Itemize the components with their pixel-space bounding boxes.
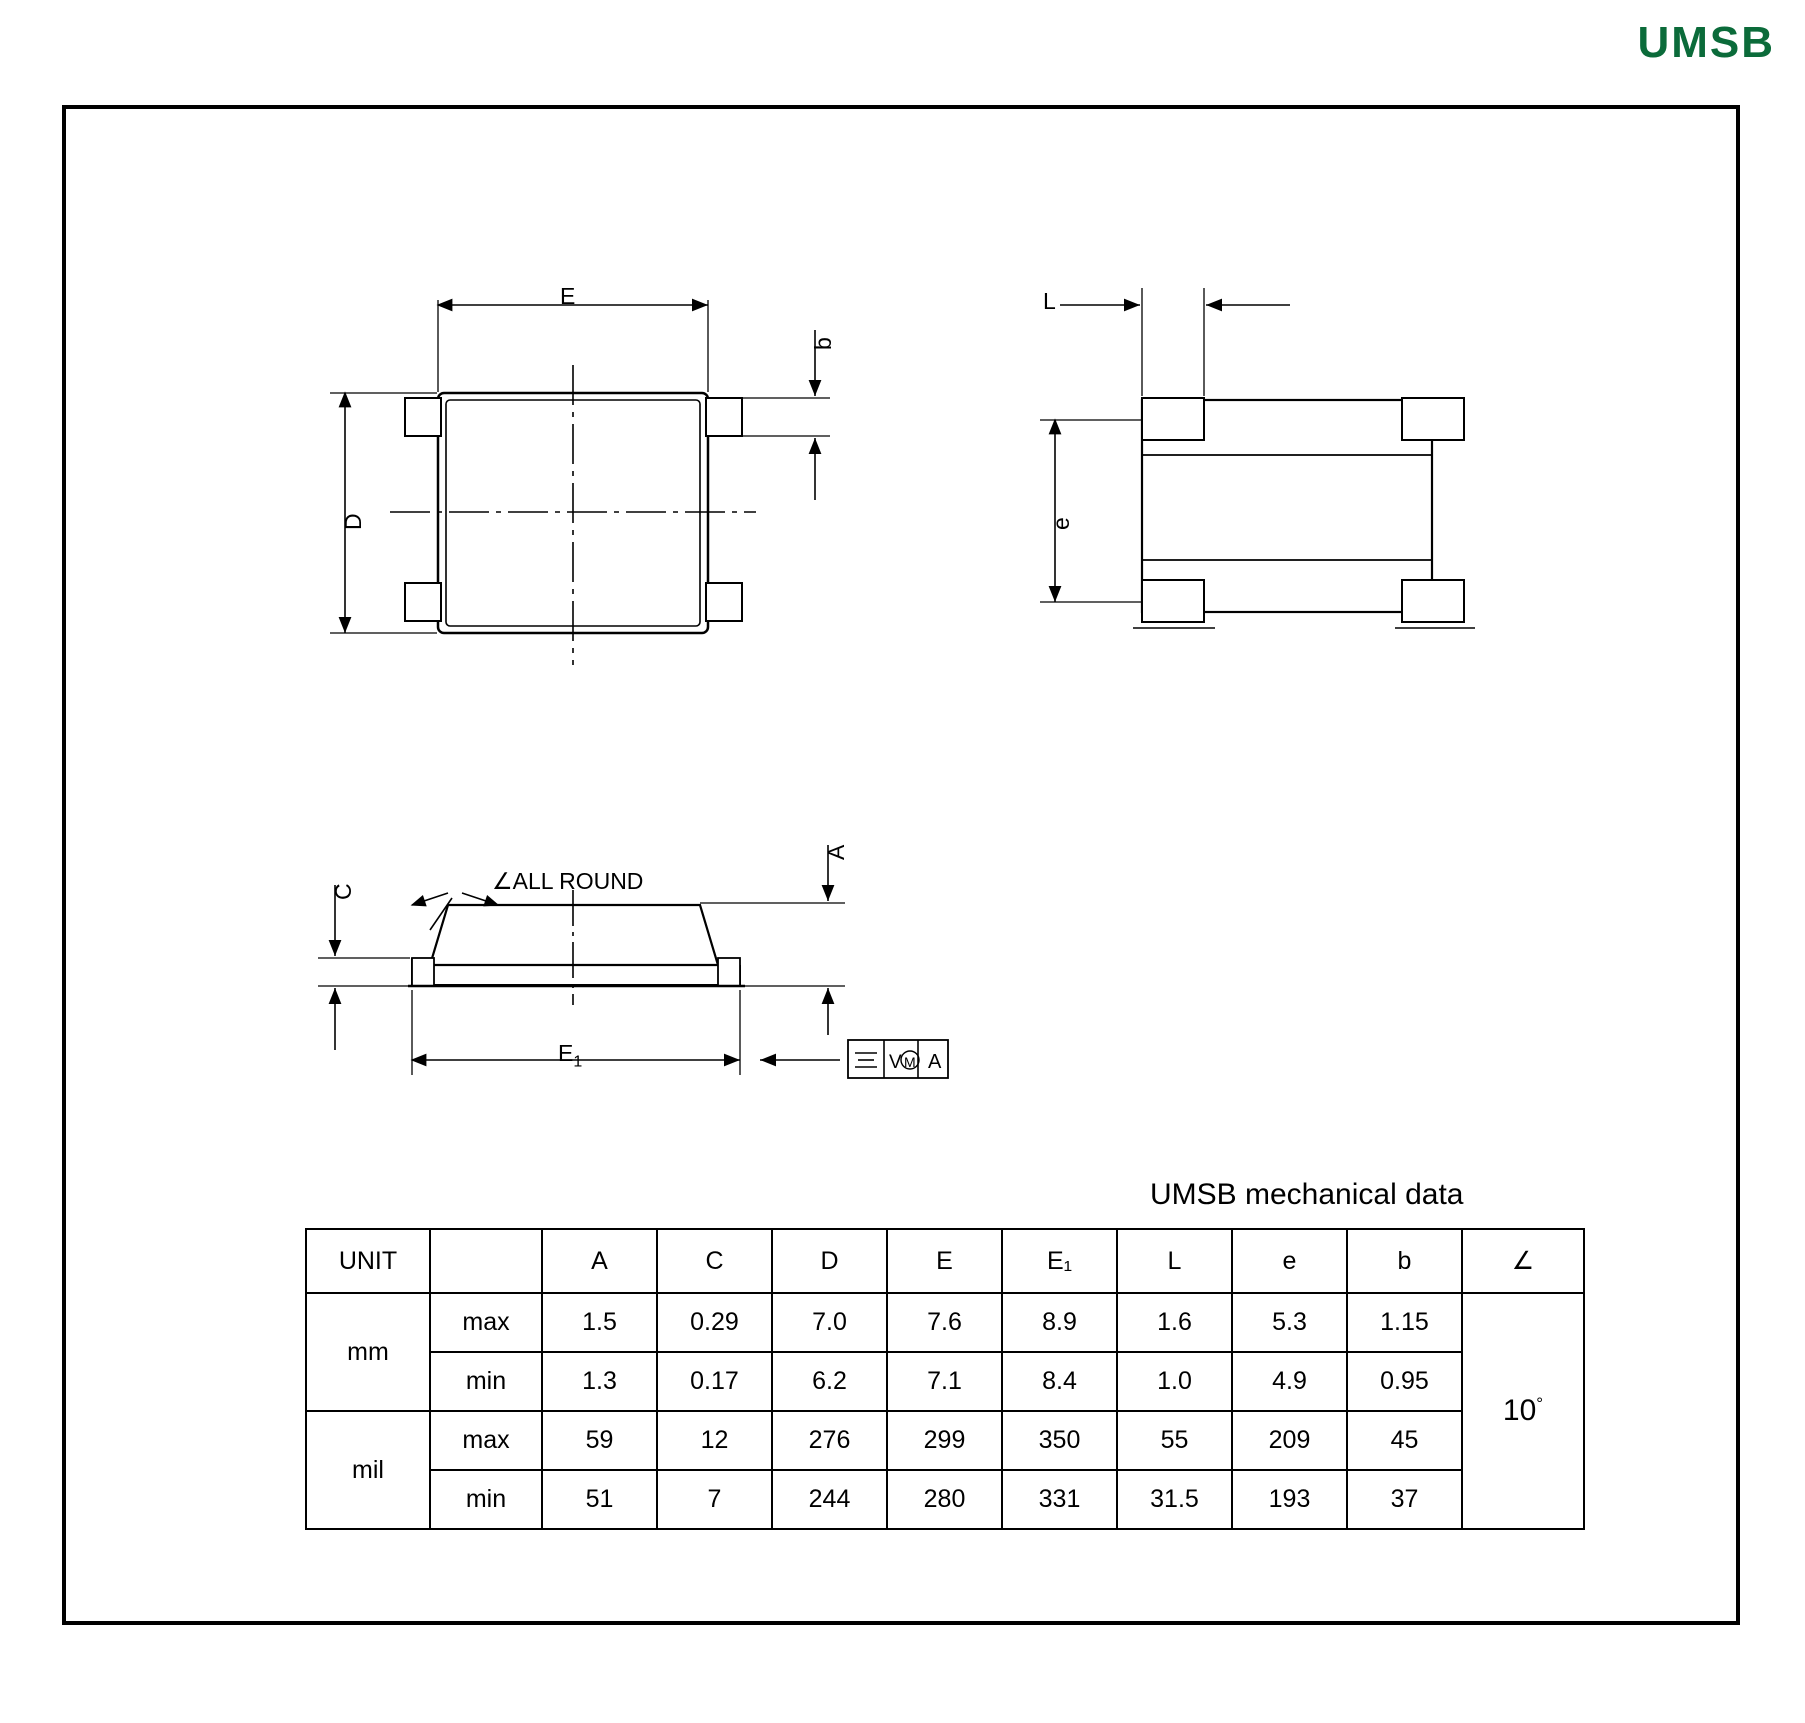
cell-mm-max-C: 0.29	[657, 1293, 772, 1352]
label-all-round: ∠ALL ROUND	[492, 868, 644, 894]
angle-number: 10	[1502, 1394, 1537, 1427]
label-A: A	[823, 844, 849, 860]
cell-mm-min-L: 1.0	[1117, 1352, 1232, 1411]
label-D: D	[340, 513, 366, 530]
cell-mil-max-e: 209	[1232, 1411, 1347, 1470]
cell-mil-min-L: 31.5	[1117, 1470, 1232, 1529]
page-title: UMSB	[1637, 18, 1775, 67]
cell-mm-min-E1: 8.4	[1002, 1352, 1117, 1411]
table-header-row	[306, 1229, 1584, 1293]
header-b: b	[1347, 1229, 1462, 1293]
label-E: E	[560, 283, 576, 309]
cell-mil-max-E: 299	[887, 1411, 1002, 1470]
cell-mil-max-b: 45	[1347, 1411, 1462, 1470]
cell-mm-min-D: 6.2	[772, 1352, 887, 1411]
cell-mm-min-b: 0.95	[1347, 1352, 1462, 1411]
cell-mm-max-L: 1.6	[1117, 1293, 1232, 1352]
header-C: C	[657, 1229, 772, 1293]
table-row	[306, 1352, 1584, 1411]
cell-mm-max-b: 1.15	[1347, 1293, 1462, 1352]
header-A: A	[542, 1229, 657, 1293]
cell-mil-max-C: 12	[657, 1411, 772, 1470]
cell-mil-min-b: 37	[1347, 1470, 1462, 1529]
label-e: e	[1048, 517, 1074, 530]
cell-limit-min: min	[430, 1352, 542, 1411]
table-row	[306, 1470, 1584, 1529]
cell-mm-max-E1: 8.9	[1002, 1293, 1117, 1352]
cell-mil-min-E: 280	[887, 1470, 1002, 1529]
table-row	[306, 1293, 1584, 1352]
header-D: D	[772, 1229, 887, 1293]
cell-limit-max-mil: max	[430, 1411, 542, 1470]
cell-mm-max-e: 5.3	[1232, 1293, 1347, 1352]
cell-mm-min-A: 1.3	[542, 1352, 657, 1411]
label-E1: E	[558, 1040, 574, 1066]
label-E1-subscript: 1	[573, 1053, 583, 1071]
header-e: e	[1232, 1229, 1347, 1293]
cell-mm-max-D: 7.0	[772, 1293, 887, 1352]
svg-text:A: A	[928, 1051, 942, 1073]
cell-limit-max: max	[430, 1293, 542, 1352]
cell-mil-max-D: 276	[772, 1411, 887, 1470]
label-b: b	[810, 337, 836, 350]
header-unit: UNIT	[306, 1229, 430, 1293]
cell-mm-max-E: 7.6	[887, 1293, 1002, 1352]
label-C: C	[330, 883, 356, 900]
cell-mil-max-L: 55	[1117, 1411, 1232, 1470]
header-L: L	[1117, 1229, 1232, 1293]
cell-unit-mm: mm	[306, 1293, 430, 1411]
table-title: UMSB mechanical data	[1150, 1178, 1464, 1211]
cell-mil-max-A: 59	[542, 1411, 657, 1470]
cell-mil-min-C: 7	[657, 1470, 772, 1529]
cell-unit-mil: mil	[306, 1411, 430, 1529]
cell-mil-min-D: 244	[772, 1470, 887, 1529]
cell-mm-min-C: 0.17	[657, 1352, 772, 1411]
cell-mil-max-E1: 350	[1002, 1411, 1117, 1470]
cell-mm-min-E: 7.1	[887, 1352, 1002, 1411]
cell-mil-min-A: 51	[542, 1470, 657, 1529]
table-row	[306, 1411, 1584, 1470]
label-L: L	[1043, 288, 1056, 314]
header-angle: ∠	[1462, 1229, 1584, 1293]
angle-unit: °	[1536, 1394, 1544, 1413]
header-limit	[430, 1229, 542, 1293]
header-E: E	[887, 1229, 1002, 1293]
mechanical-data-table	[305, 1228, 1585, 1530]
svg-text:M: M	[904, 1054, 916, 1070]
svg-text:V: V	[889, 1052, 902, 1073]
cell-limit-min-mil: min	[430, 1470, 542, 1529]
cell-mm-min-e: 4.9	[1232, 1352, 1347, 1411]
cell-angle-value	[1462, 1293, 1584, 1529]
header-E1: E₁	[1002, 1229, 1117, 1293]
cell-mil-min-e: 193	[1232, 1470, 1347, 1529]
cell-mm-max-A: 1.5	[542, 1293, 657, 1352]
cell-mil-min-E1: 331	[1002, 1470, 1117, 1529]
